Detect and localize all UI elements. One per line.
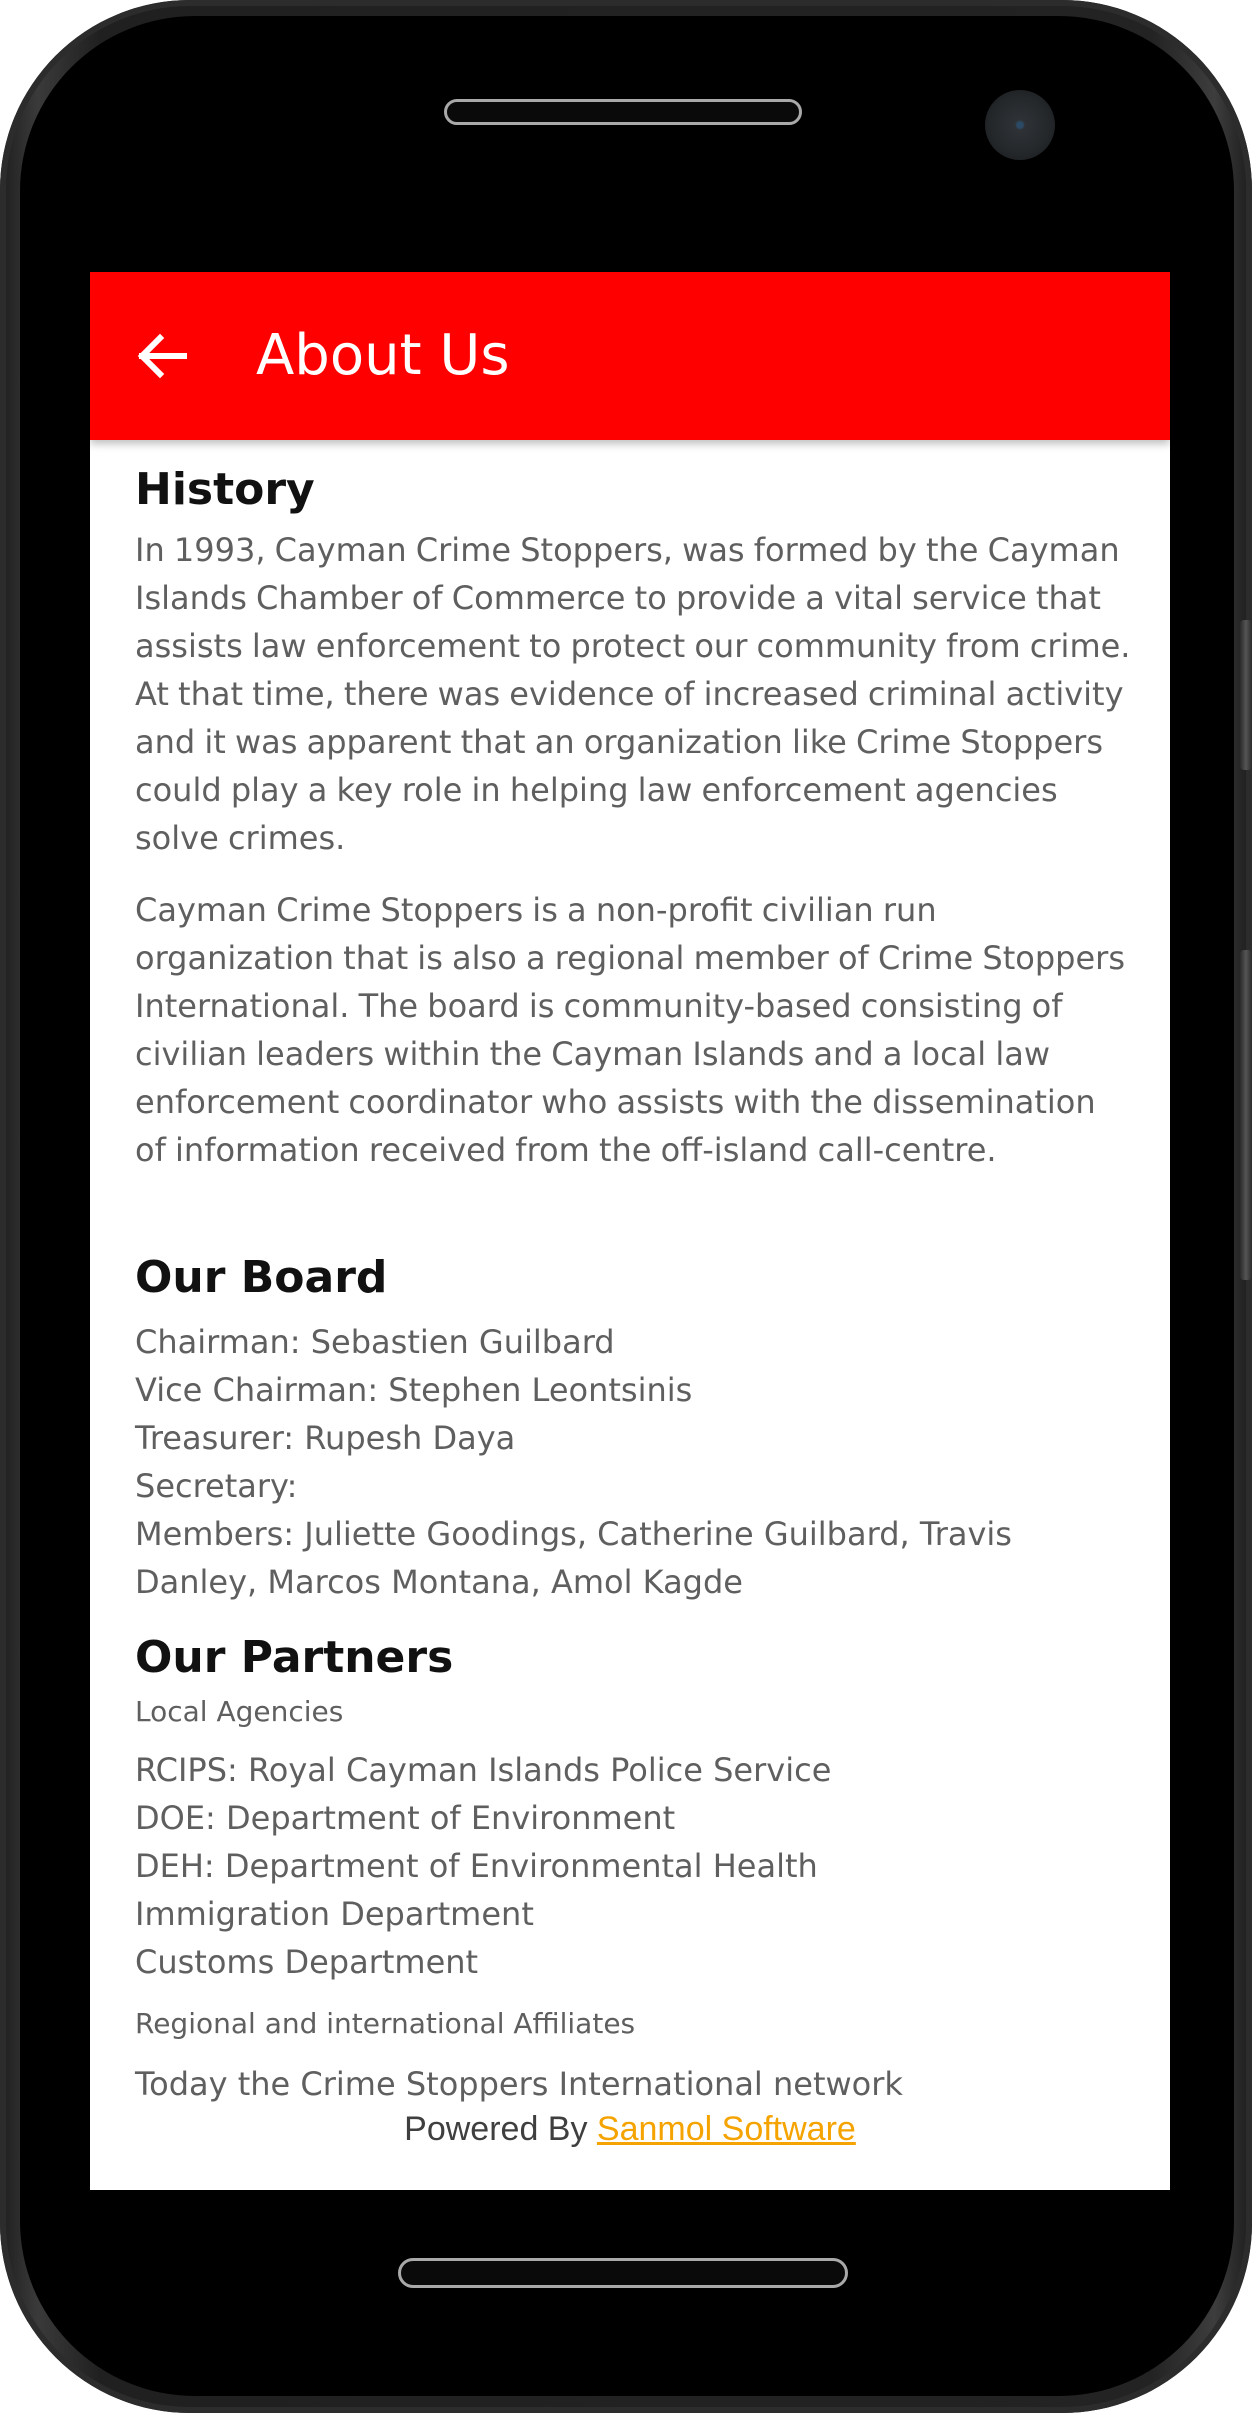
partners-heading: Our Partners xyxy=(135,1632,454,1683)
board-line: Danley, Marcos Montana, Amol Kagde xyxy=(135,1563,743,1601)
board-line: Vice Chairman: Stephen Leontsinis xyxy=(135,1371,693,1409)
local-agency-item: Immigration Department xyxy=(135,1895,534,1933)
footer-prefix: Powered By xyxy=(404,2110,597,2148)
regional-affiliates-label: Regional and international Affiliates xyxy=(135,2007,636,2040)
cut-off-line: Today the Crime Stoppers International network xyxy=(135,2065,903,2103)
app-screen xyxy=(90,272,1170,2190)
history-heading: History xyxy=(135,464,315,515)
local-agency-item: DOE: Department of Environment xyxy=(135,1799,676,1837)
volume-button xyxy=(1240,620,1252,770)
local-agency-item: RCIPS: Royal Cayman Islands Police Service xyxy=(135,1751,832,1789)
board-line: Members: Juliette Goodings, Catherine Guilbard, Travis xyxy=(135,1515,1012,1553)
back-button[interactable] xyxy=(128,322,196,390)
arrow-left-icon xyxy=(128,322,196,390)
page-title: About Us xyxy=(256,323,510,388)
about-content[interactable] xyxy=(135,440,1135,2060)
footer xyxy=(90,2107,1170,2151)
cut-off-text xyxy=(135,2060,1135,2103)
bottom-speaker xyxy=(398,2258,848,2288)
earpiece-speaker xyxy=(444,99,802,125)
board-line: Treasurer: Rupesh Daya xyxy=(135,1419,516,1457)
board-heading: Our Board xyxy=(135,1252,388,1303)
sanmol-software-link[interactable]: Sanmol Software xyxy=(596,2110,856,2148)
history-paragraph-2: Cayman Crime Stoppers is a non-profit civilian run organization that is also a regional member of Crime Stoppers International. The board is community-based consisting of civilian leaders within the Cayman Islands and a local law enforcement coordinator who assists with the dissemination of information received from the off-island call-centre. xyxy=(135,891,1125,1169)
front-camera xyxy=(985,90,1055,160)
local-agencies-label: Local Agencies xyxy=(135,1695,344,1728)
board-line: Secretary: xyxy=(135,1467,298,1505)
app-bar xyxy=(90,272,1170,440)
local-agency-item: Customs Department xyxy=(135,1943,479,1981)
history-paragraph-1: In 1993, Cayman Crime Stoppers, was formed by the Cayman Islands Chamber of Commerce to provide a vital service that assists law enforcement to protect our community from crime. At that time, there was evidence of increased criminal activity and it was apparent that an organization like Crime Stoppers could play a key role in helping law enforcement agencies solve crimes. xyxy=(135,531,1131,857)
board-line: Chairman: Sebastien Guilbard xyxy=(135,1323,615,1361)
power-button xyxy=(1240,950,1252,1280)
local-agency-item: DEH: Department of Environmental Health xyxy=(135,1847,818,1885)
